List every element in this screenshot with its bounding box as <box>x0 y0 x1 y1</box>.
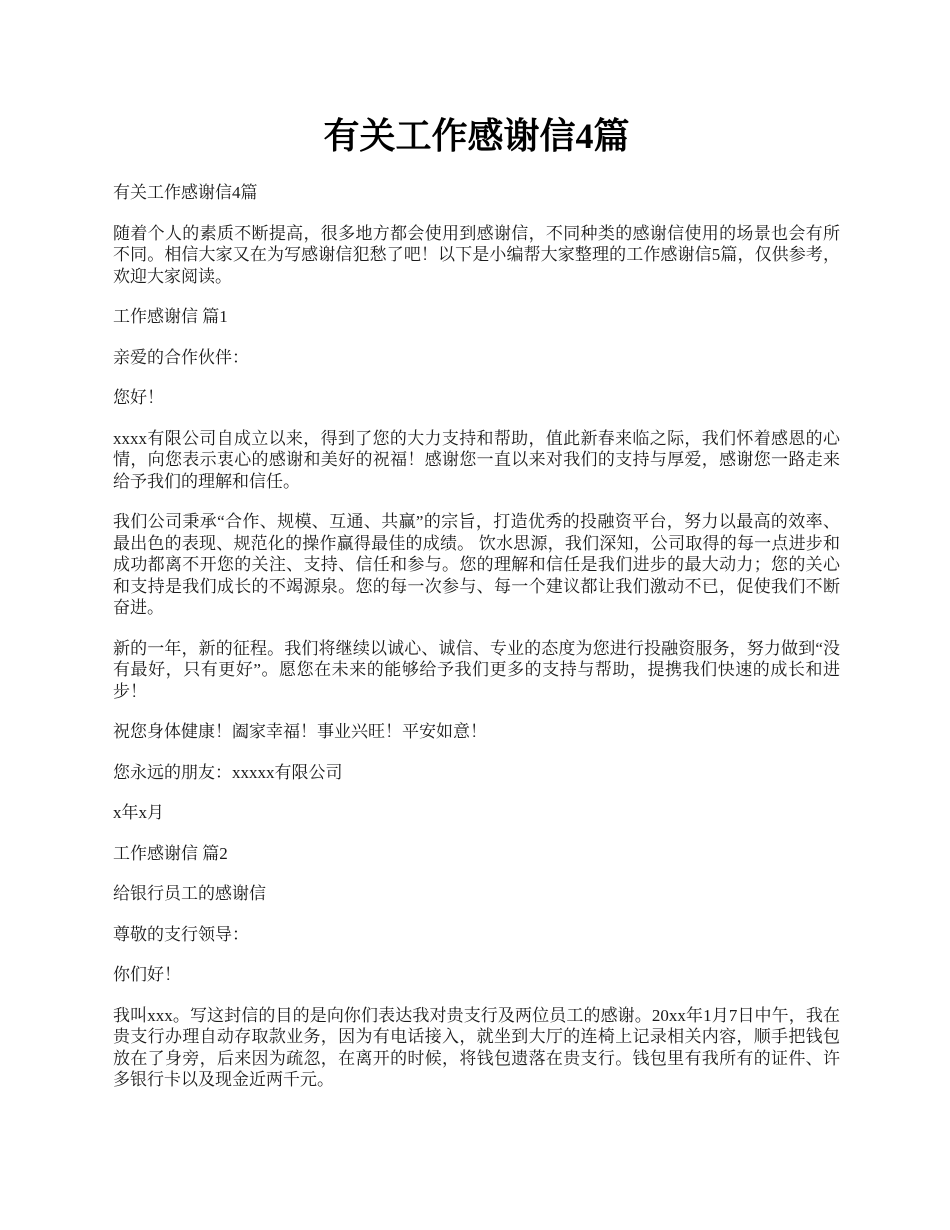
paragraph-subtitle: 有关工作感谢信4篇 <box>113 183 258 202</box>
greeting: 您好！ <box>113 388 164 407</box>
salutation: 亲爱的合作伙伴： <box>113 347 249 367</box>
signature: 您永远的朋友：xxxxx有限公司 <box>113 762 343 782</box>
salutation: 尊敬的支行领导： <box>113 924 249 944</box>
paragraph-body: 新的一年，新的征程。我们将继续以诚心、诚信、专业的态度为您进行投融资服务，努力做到“没有最好，只有更好”。愿您在未来的能够给予我们更多的支持与帮助，提携我们快速的成长和进步！ <box>113 638 840 701</box>
section-heading-2: 工作感谢信 篇2 <box>113 843 228 863</box>
greeting: 你们好！ <box>113 965 181 984</box>
paragraph-body: 我们公司秉承“合作、规模、互通、共赢”的宗旨，打造优秀的投融资平台，努力以最高的效率、最出色的表现、规范化的操作赢得最佳的成绩。 饮水思源，我们深知，公司取得的每一点进步和成功都离不开您的关注、支持、信任和参与。您的理解和信任是我们进步的最大动力；您的关心和支持是我们成长的不竭源泉。您的每一次参与、每一个建议都让我们激动不已，促使我们不断奋进。 <box>113 512 840 617</box>
paragraph-body: 我叫xxx。写这封信的目的是向你们表达我对贵支行及两位员工的感谢。20xx年1月7日中午，我在贵支行办理自动存取款业务，因为有电话接入，就坐到大厅的连椅上记录相关内容，顺手把钱包放在了身旁，后来因为疏忽，在离开的时候，将钱包遗落在贵支行。钱包里有我所有的证件、许多银行卡以及现金近两千元。 <box>113 1005 840 1089</box>
paragraph-intro: 随着个人的素质不断提高，很多地方都会使用到感谢信，不同种类的感谢信使用的场景也会有所不同。相信大家又在为写感谢信犯愁了吧！以下是小编帮大家整理的工作感谢信5篇，仅供参考，欢迎大家阅读。 <box>113 223 840 286</box>
section-heading-1: 工作感谢信 篇1 <box>113 307 228 326</box>
closing-wishes: 祝您身体健康！阖家幸福！事业兴旺！平安如意！ <box>113 722 487 741</box>
date-line: x年x月 <box>113 803 164 822</box>
letter-title: 给银行员工的感谢信 <box>113 884 266 903</box>
document-page <box>113 0 840 1091</box>
paragraph-body: xxxx有限公司自成立以来，得到了您的大力支持和帮助，值此新春来临之际，我们怀着感恩的心情，向您表示衷心的感谢和美好的祝福！感谢您一直以来对我们的支持与厚爱，感谢您一路走来给予我们的理解和信任。 <box>113 428 840 491</box>
document-title: 有关工作感谢信4篇 <box>323 116 630 156</box>
